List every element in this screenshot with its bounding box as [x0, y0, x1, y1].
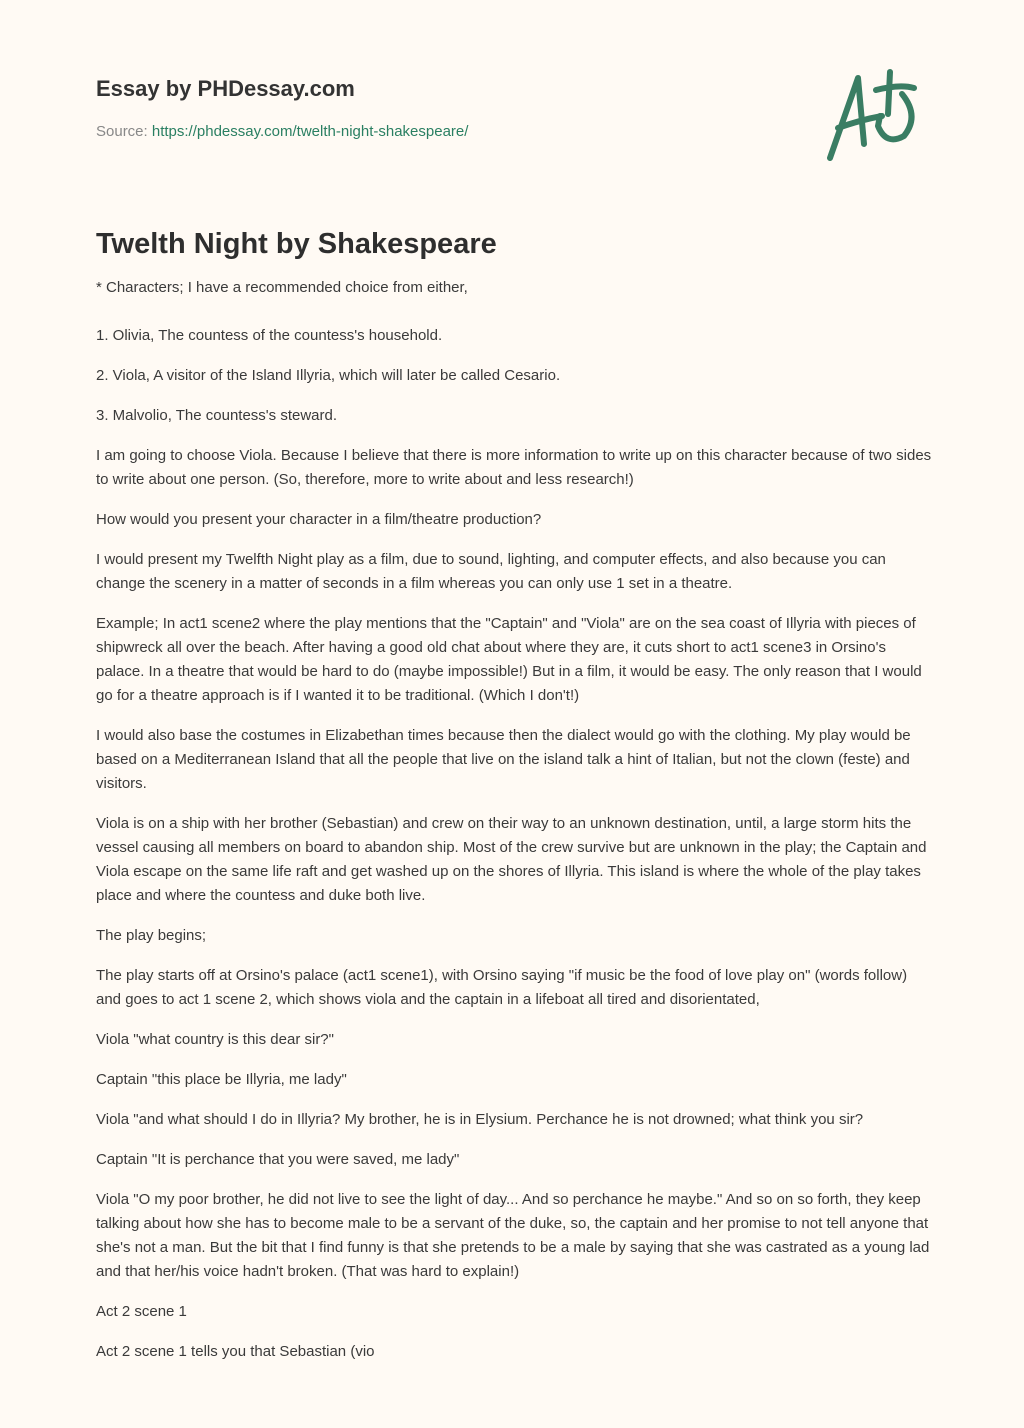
essay-body [96, 276, 932, 1380]
source-line [96, 123, 468, 140]
paragraph: 2. Viola, A visitor of the Island Illyria, which will later be called Cesario. [96, 367, 561, 384]
paragraph: Example; In act1 scene2 where the play mentions that the "Captain" and "Viola" are on the sea coast of Illyria with pieces of shipwreck all over the beach. After having a good old chat about where they are, it cuts short to act1 scene3 in Orsino's palace. In a theatre that would be hard to do (maybe impossible!) But in a film, it would be easy. The only reason that I would go for a theatre approach is if I wanted it to be traditional. (Which I don't!) [96, 615, 922, 704]
paragraph: I would also base the costumes in Elizabethan times because then the dialect would go with the clothing. My play would be based on a Mediterranean Island that all the people that live on the island talk a hint of Italian, but not the clown (feste) and visitors. [96, 727, 911, 792]
paragraph: I would present my Twelfth Night play as a film, due to sound, lighting, and computer effects, and also because you can change the scenery in a matter of seconds in a film whereas you can only use 1 set in a theatre. [96, 551, 886, 592]
paragraph: * Characters; I have a recommended choice from either, [96, 279, 468, 296]
paragraph: Act 2 scene 1 tells you that Sebastian (vio [96, 1343, 375, 1360]
site-brand: Essay by PHDessay.com [96, 76, 355, 101]
paragraph: Viola "what country is this dear sir?" [96, 1031, 334, 1048]
paragraph: The play begins; [96, 927, 207, 944]
a-plus-logo-icon [820, 66, 930, 166]
paragraph: I am going to choose Viola. Because I believe that there is more information to write up on this character because of two sides to write about one person. (So, therefore, more to write about and less research!) [96, 447, 932, 488]
paragraph: Act 2 scene 1 [96, 1303, 187, 1320]
paragraph: How would you present your character in a film/theatre production? [96, 511, 542, 528]
source-link[interactable]: https://phdessay.com/twelth-night-shakespeare/ [151, 123, 469, 140]
paragraph: Viola is on a ship with her brother (Sebastian) and crew on their way to an unknown destination, until, a large storm hits the vessel causing all members on board to abandon ship. Most of the crew survive but are unknown in the play; the Captain and Viola escape on the same life raft and get washed up on the shores of Illyria. This island is where the whole of the play takes place and where the countess and duke both live. [96, 815, 927, 904]
paragraph: The play starts off at Orsino's palace (act1 scene1), with Orsino saying "if music be the food of love play on" (words follow) and goes to act 1 scene 2, which shows viola and the captain in a lifeboat all tired and disorientated, [96, 967, 908, 1008]
paragraph: Viola "and what should I do in Illyria? My brother, he is in Elysium. Perchance he is not drowned; what think you sir? [96, 1111, 864, 1128]
paragraph: 1. Olivia, The countess of the countess's household. [96, 327, 443, 344]
source-label: Source: [96, 123, 148, 140]
paragraph: Viola "O my poor brother, he did not live to see the light of day... And so perchance he maybe." And so on so forth, they keep talking about how she has to become male to be a servant of the duke, so, the captain and her promise to not tell anyone that she's not a man. But the bit that I find funny is that she pretends to be a male by saying that she was castrated as a young lad and that her/his voice hadn't broken. (That was hard to explain!) [96, 1191, 930, 1280]
paragraph: 3. Malvolio, The countess's steward. [96, 407, 338, 424]
paragraph: Captain "It is perchance that you were saved, me lady" [96, 1151, 460, 1168]
paragraph: Captain "this place be Illyria, me lady" [96, 1071, 347, 1088]
essay-title: Twelth Night by Shakespeare [96, 228, 497, 260]
